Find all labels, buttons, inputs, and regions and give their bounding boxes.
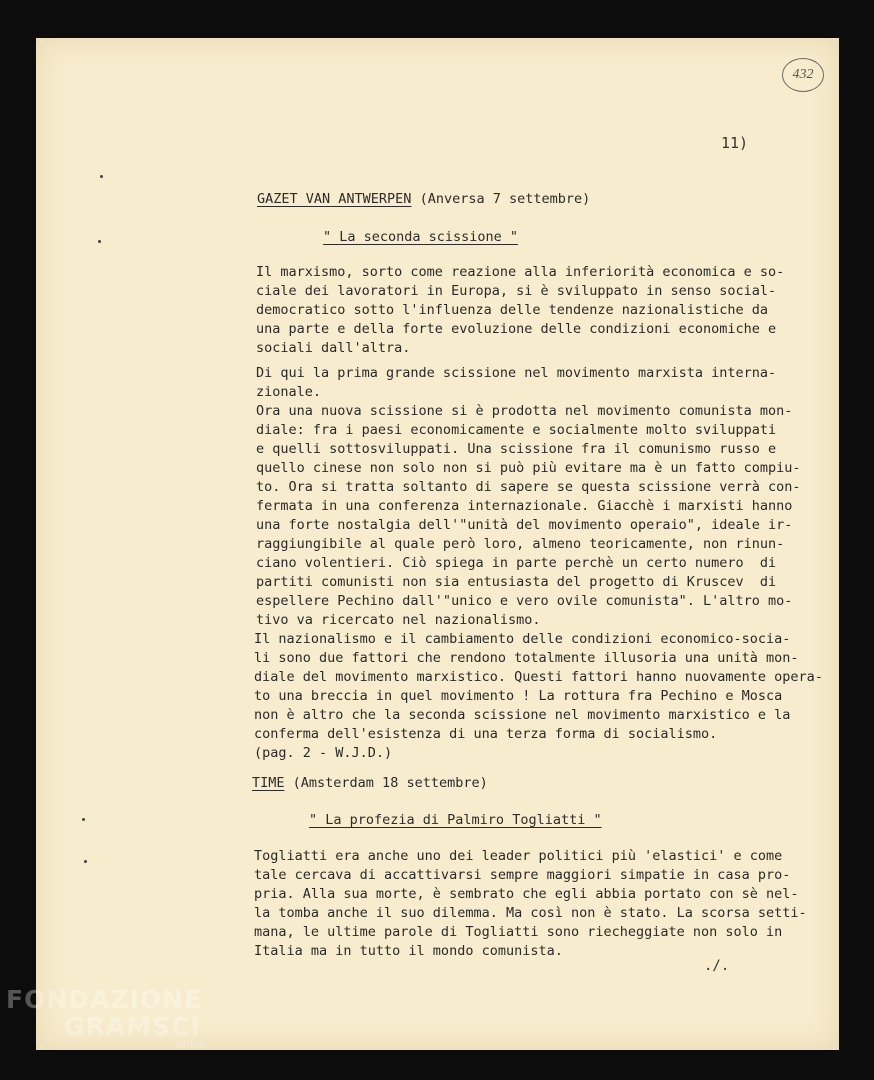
text-line: mana, le ultime parole di Togliatti sono riecheggiate non solo in [254,924,783,940]
text-line: Il nazionalismo e il cambiamento delle condizioni economico-socia- [254,631,791,647]
text-line: una parte e della forte evoluzione delle condizioni economiche e [256,321,777,337]
text-line: partiti comunisti non sia entusiasta del progetto di Kruscev di [256,574,777,590]
text-line: raggiungibile al quale però loro, almeno teoricamente, non rinun- [256,536,785,552]
text-line: Italia ma in tutto il mondo comunista. [254,943,563,959]
text-line: zionale. [256,384,322,400]
text-line: conferma dell'esistenza di una terza forma di socialismo. [254,726,718,742]
watermark-line-2: GRAMSCI [64,1012,201,1041]
text-line: diale del movimento marxistico. Questi fattori hanno nuovamente opera- [254,669,823,685]
article1-paragraph-3 [254,630,823,763]
article1-source-line [257,191,590,207]
text-line: pria. Alla sua morte, è sembrato che egli abbia portato con sè nel- [254,886,799,902]
text-line: la tomba anche il suo dilemma. Ma così non è stato. La scorsa setti- [254,905,807,921]
text-line: (pag. 2 - W.J.D.) [254,745,393,761]
text-line: to una breccia in quel movimento ! La rottura fra Pechino e Mosca [254,688,783,704]
text-line: diale: fra i paesi economicamente e socialmente molto sviluppati [256,422,777,438]
text-line: to. Ora si tratta soltanto di sapere se questa scissione verrà con- [256,479,801,495]
article1-paragraph-1 [256,263,784,358]
continuation-mark: ./. [704,958,730,974]
text-line: sociali dall'altra. [256,340,411,356]
article2-source: TIME [252,775,285,791]
fondazione-gramsci-watermark [6,986,205,1050]
watermark-line-3: onlus [176,1038,206,1051]
margin-dot [100,175,103,178]
article1-paragraph-2 [256,364,801,630]
text-line: Ora una nuova scissione si è prodotta nel movimento comunista mon- [256,403,793,419]
article1-title: " La seconda scissione " [323,229,519,245]
text-line: quello cinese non solo non si può più evitare ma è un fatto compiu- [256,460,801,476]
margin-dot [98,240,101,243]
article1-source-detail: (Anversa 7 settembre) [419,191,591,207]
text-line: tale cercava di accattivarsi sempre maggiori simpatie in casa pro- [254,867,791,883]
text-line: non è altro che la seconda scissione nel movimento marxistico e la [254,707,791,723]
watermark-line-1: FONDAZIONE [6,985,203,1014]
text-line: ciale dei lavoratori in Europa, si è sviluppato in senso social- [256,283,777,299]
text-line: Di qui la prima grande scissione nel movimento marxista interna- [256,365,777,381]
text-line: tivo va ricercato nel nazionalismo. [256,612,541,628]
text-line: Togliatti era anche uno dei leader politici più 'elastici' e come [254,848,783,864]
margin-dot [82,818,85,821]
article2-source-detail: (Amsterdam 18 settembre) [292,775,488,791]
page-number: 11) [721,134,749,152]
text-line: espellere Pechino dall'"unico e vero ovile comunista". L'altro mo- [256,593,793,609]
text-line: li sono due fattori che rendono totalmente illusoria una unità mon- [254,650,799,666]
text-line: ciano volentieri. Ciò spiega in parte perchè un certo numero di [256,555,777,571]
article2-title: " La profezia di Palmiro Togliatti " [309,812,602,828]
archive-stamp-number: 432 [782,58,824,92]
article1-source: GAZET VAN ANTWERPEN [257,191,412,207]
text-line: fermata in una conferenza internazionale. Giacchè i marxisti hanno [256,498,793,514]
article2-source-line [252,775,488,791]
text-line: Il marxismo, sorto come reazione alla inferiorità economica e so- [256,264,785,280]
text-line: e quelli sottosviluppati. Una scissione fra il comunismo russo e [256,441,777,457]
margin-dot [84,860,87,863]
text-line: una forte nostalgia dell'"unità del movimento operaio", ideale ir- [256,517,793,533]
text-line: democratico sotto l'influenza delle tendenze nazionalistiche da [256,302,769,318]
article2-paragraph-1 [254,847,807,961]
